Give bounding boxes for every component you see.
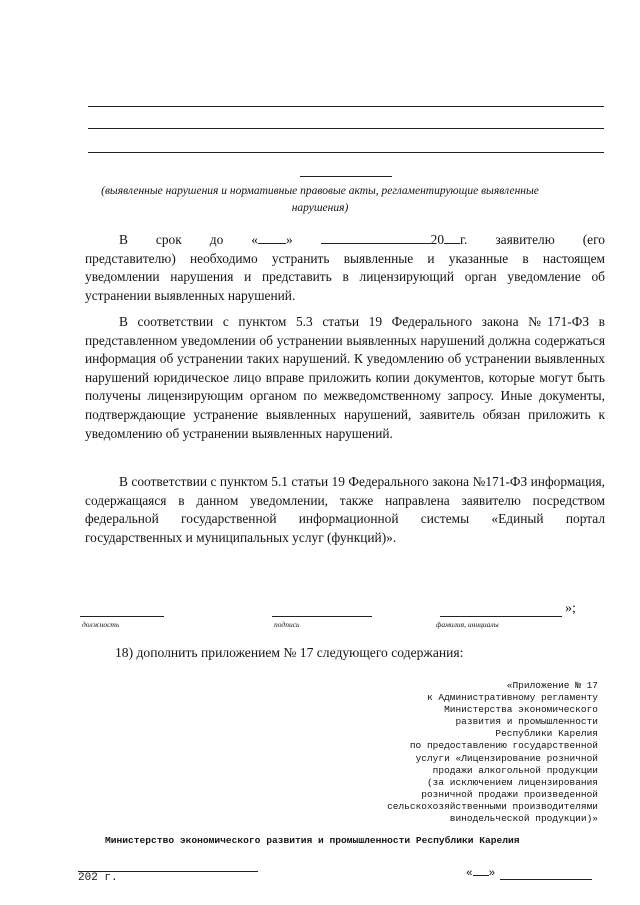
appendix-line: «Приложение № 17 [506,680,598,691]
day-field [251,230,292,250]
date-month-line [500,879,592,880]
appendix-line: сельскохозяйственными производителями [387,800,598,812]
appendix-header [328,680,598,825]
deadline-line [85,230,605,250]
close-quote: » [285,232,293,247]
word-applicant: заявителю [495,232,555,247]
violations-caption [80,183,560,217]
violation-line-2 [88,128,604,129]
year-blank [444,230,460,244]
item-18: 18) дополнить приложением № 17 следующего содержания: [115,645,464,660]
paragraph-5-3: В соответствии с пунктом 5.3 статьи 19 Федерального закона №171-ФЗ в представленном уведомлении об устранении выявленных нарушений должна содержаться информация об устранении таких нарушений. К уведомлению об устранении выявленных нарушений юридическое лицо вправе приложить копии документов, которые могут быть получены лицензирующим органом по межведомственному запросу. Иные документы, подтверждающие устранение выявленных нарушений, заявитель обязан приложить к уведомлению об устранении выявленных нарушений. [85,314,605,441]
caption-short-line [300,176,392,177]
day-blank [258,230,286,244]
date-field [321,230,468,250]
word-his: (его [582,232,605,247]
date-close-quote: » [488,868,496,880]
signature-label: подпись [274,620,300,629]
signature-line [272,616,372,617]
violations-caption-line-2: нарушения) [291,202,349,214]
appendix-line: винодельческой продукции)» [449,813,598,825]
appendix-line: к Административному регламенту [426,692,598,704]
appendix-line: розничной продажи произведенной [421,788,598,800]
appendix-line: продажи алкогольной продукции [432,764,598,776]
word-srok: срок [155,232,182,247]
violation-line-3 [88,152,604,153]
year-suffix: г. [460,232,468,247]
name-label: фамилия, инициалы [436,620,499,629]
signature-closing: »; [565,601,576,616]
appendix-line: (за исключением лицензирования [426,776,598,788]
position-label: должность [82,620,120,629]
month-blank [321,230,431,244]
year-prefix: 20 [430,232,445,247]
position-line [80,616,164,617]
year-text: 202 г. [78,872,118,884]
date-day-blank [473,865,489,876]
deadline-paragraph [85,230,605,305]
paragraph-5-1: В соответствии с пунктом 5.1 статьи 19 Федерального закона №171-ФЗ информация, содержащаяся в данном уведомлении, также направлена заявителю посредством федеральной государственной информационной системы «Единый портал государственных и муниципальных услуг (функций)». [85,474,605,545]
name-line [440,616,562,617]
date-open-quote: « [466,868,473,880]
date-field-bottom [466,865,495,880]
deadline-rest: представителю) необходимо устранить выявленные и указанные в настоящем уведомлении нарушения и представить в лицензирующий орган уведомление об устранении выявленных нарушений. [85,250,605,303]
violation-line-1 [88,106,604,107]
appendix-line: по предоставлению государственной [409,740,598,752]
ministry-header: Министерство экономического развития и промышленности Республики Карелия [105,835,520,846]
word-v: В [119,232,128,247]
open-quote: « [251,232,258,247]
violations-caption-line-1: (выявленные нарушения и нормативные правовые акты, регламентирующие выявленные [101,185,539,197]
appendix-line: развития и промышленности [455,716,598,728]
appendix-line: Республики Карелия [495,728,598,740]
appendix-line: услуги «Лицензирование розничной [415,752,598,764]
appendix-line: Министерства экономического [444,704,598,716]
word-do: до [209,232,224,247]
